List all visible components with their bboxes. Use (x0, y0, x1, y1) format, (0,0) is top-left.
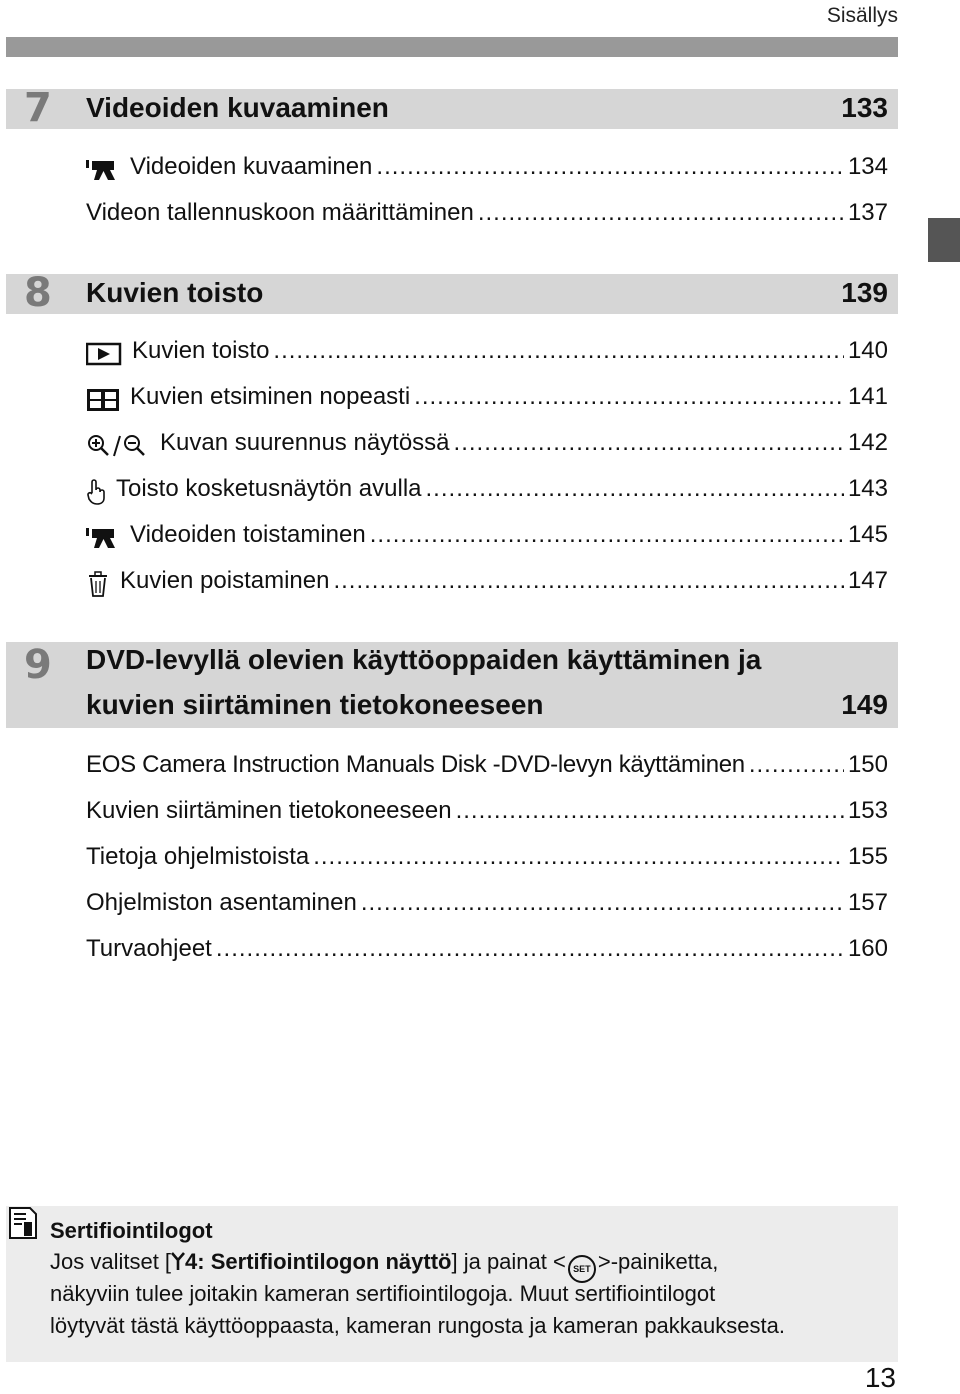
toc-entry[interactable] (86, 935, 888, 969)
section-label: Sisällys (826, 4, 898, 27)
entry-title: Ohjelmiston asentaminen (86, 889, 357, 916)
entry-title: Kuvien poistaminen (120, 567, 330, 594)
note-line-2: näkyviin tulee joitakin kameran sertifiointilogoja. Muut sertifiointilogot (50, 1281, 716, 1306)
leader-dots (333, 567, 843, 595)
leader-dots (361, 889, 844, 917)
note-text: ] ja painat < (451, 1249, 566, 1274)
leader-dots (454, 429, 844, 457)
chapter-page: 133 (841, 92, 888, 123)
movie-icon (86, 155, 120, 185)
entry-page: 155 (847, 843, 888, 870)
toc-entry[interactable] (86, 199, 888, 233)
chapter-page: 139 (841, 277, 888, 308)
note-title: Sertifiointilogot (50, 1218, 213, 1243)
header-rule (6, 37, 898, 57)
leader-dots (426, 475, 844, 503)
entry-title: Videon tallennuskoon määrittäminen (86, 199, 474, 226)
entry-page: 137 (847, 199, 888, 226)
chapter-title: Videoiden kuvaaminen (86, 92, 389, 123)
toc-entry[interactable] (86, 429, 888, 463)
entry-title: Kuvien toisto (132, 337, 270, 364)
toc-entry[interactable] (86, 383, 888, 417)
toc-entry[interactable] (86, 475, 888, 509)
touch-icon (86, 477, 106, 507)
entry-title: Toisto kosketusnäytön avulla (116, 475, 422, 502)
playback-icon (86, 339, 122, 369)
entry-page: 143 (847, 475, 888, 502)
leader-dots (313, 843, 844, 871)
entry-page: 145 (847, 521, 888, 548)
entry-title: Kuvan suurennus näytössä (160, 429, 450, 456)
wrench-icon (171, 1249, 185, 1274)
movie-icon (86, 523, 120, 553)
chapter-9-heading[interactable] (6, 642, 898, 728)
chapter-number: 7 (24, 85, 52, 131)
leader-dots (456, 797, 844, 825)
set-button-icon: SET (568, 1255, 596, 1283)
note-line-1 (50, 1249, 718, 1283)
leader-dots (478, 199, 844, 227)
leader-dots (749, 751, 844, 779)
note-icon (8, 1206, 38, 1245)
entry-page: 140 (847, 337, 888, 364)
entry-page: 150 (847, 751, 888, 778)
leader-dots (216, 935, 844, 963)
entry-title: Kuvien etsiminen nopeasti (130, 383, 411, 410)
index-icon (86, 385, 120, 415)
chapter-title-line1: DVD-levyllä olevien käyttöoppaiden käyttäminen ja (86, 644, 762, 675)
chapter-side-tab (928, 218, 960, 262)
entry-page: 134 (847, 153, 888, 180)
chapter-title: Kuvien toisto (86, 277, 264, 308)
chapter-number: 8 (24, 270, 52, 316)
note-text: >-painiketta, (597, 1249, 719, 1274)
entry-page: 160 (847, 935, 888, 962)
page-number: 13 (864, 1362, 896, 1393)
leader-dots (273, 337, 844, 365)
entry-title: Videoiden toistaminen (130, 521, 366, 548)
toc-entry[interactable] (86, 797, 888, 831)
entry-title: Videoiden kuvaaminen (130, 153, 373, 180)
entry-page: 153 (847, 797, 888, 824)
note-menu-name: 4: Sertifiointilogon näyttö (185, 1249, 452, 1274)
chapter-title-line2: kuvien siirtäminen tietokoneeseen (86, 689, 544, 720)
toc-entry[interactable] (86, 153, 888, 187)
toc-entry[interactable] (86, 521, 888, 555)
note-box (6, 1206, 898, 1362)
toc-entry[interactable] (86, 843, 888, 877)
toc-entry[interactable] (86, 751, 888, 785)
trash-icon (86, 569, 110, 599)
entry-page: 157 (847, 889, 888, 916)
magnify-icon (86, 431, 150, 461)
toc-entry[interactable] (86, 337, 888, 371)
entry-page: 147 (847, 567, 888, 594)
toc-entry[interactable] (86, 889, 888, 923)
leader-dots (414, 383, 844, 411)
toc-entry[interactable] (86, 567, 888, 601)
entry-title: Kuvien siirtäminen tietokoneeseen (86, 797, 452, 824)
entry-page: 141 (847, 383, 888, 410)
chapter-8-heading[interactable] (6, 270, 898, 316)
entry-title: Tietoja ohjelmistoista (86, 843, 310, 870)
chapter-7-heading[interactable] (6, 85, 898, 131)
leader-dots (370, 521, 844, 549)
entry-page: 142 (847, 429, 888, 456)
chapter-number: 9 (24, 642, 52, 688)
note-line-3: löytyvät tästä käyttöoppaasta, kameran rungosta ja kameran pakkauksesta. (50, 1313, 785, 1338)
entry-title: Turvaohjeet (86, 935, 212, 962)
entry-title: EOS Camera Instruction Manuals Disk -DVD-levyn käyttäminen (86, 751, 745, 778)
leader-dots (376, 153, 844, 181)
chapter-page: 149 (841, 689, 888, 720)
note-text: Jos valitset [ (50, 1249, 172, 1274)
